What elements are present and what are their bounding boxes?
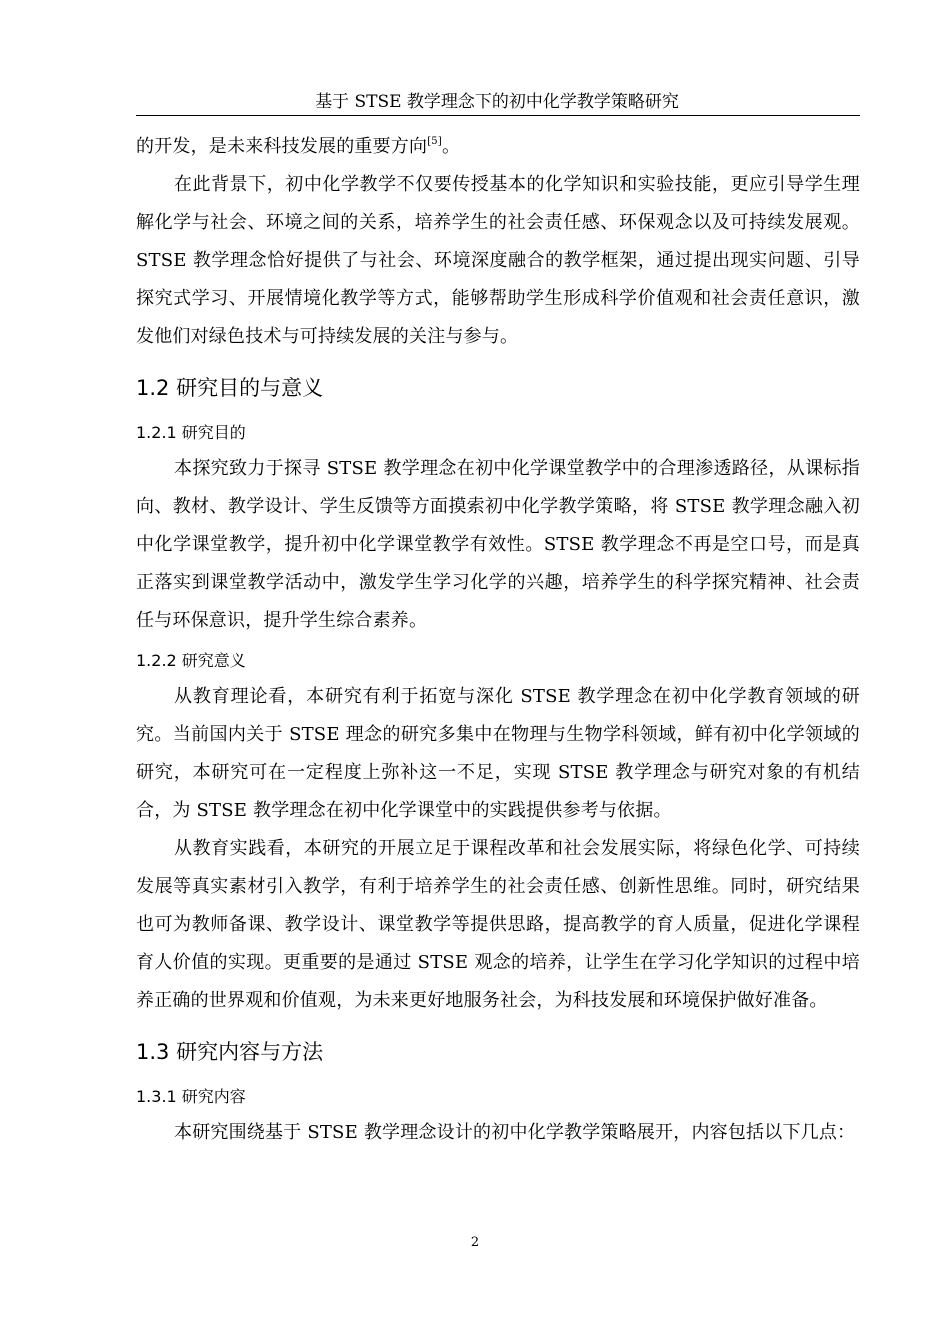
paragraph-continuation [136,128,860,166]
page-body [136,128,860,1152]
paragraph-theory-significance: 从教育理论看，本研究有利于拓宽与深化 STSE 教学理念在初中化学教育领域的研究。当前国内关于 STSE 理念的研究多集中在物理与生物学科领域，鲜有初中化学领域的研究，本研究可在一定程度上弥补这一不足，实现 STSE 教学理念与研究对象的有机结合，为 STSE 教学理念在初中化学课堂中的实践提供参考与依据。 [136,686,860,821]
header-rule [136,115,860,116]
citation-reference[interactable]: [5] [427,136,442,147]
paragraph-research-content: 本研究围绕基于 STSE 教学理念设计的初中化学教学策略展开，内容包括以下几点： [174,1122,856,1143]
subsection-heading-1-2-2: 1.2.2 研究意义 [136,651,246,670]
paragraph-research-purpose: 本探究致力于探寻 STSE 教学理念在初中化学课堂教学中的合理渗透路径，从课标指向、教材、教学设计、学生反馈等方面摸索初中化学教学策略，将 STSE 教学理念融入初中化学课堂教学，提升初中化学课堂教学有效性。STSE 教学理念不再是空口号，而是真正落实到课堂教学活动中，激发学生学习化学的兴趣，培养学生的科学探究精神、社会责任与环保意识，提升学生综合素养。 [136,458,860,631]
paragraph-end: 。 [441,136,461,157]
section-heading-1-3: 1.3 研究内容与方法 [136,1040,324,1064]
subsection-heading-1-3-1: 1.3.1 研究内容 [136,1087,246,1106]
paragraph-text: 的开发，是未来科技发展的重要方向 [136,136,428,157]
running-header: 基于 STSE 教学理念下的初中化学教学策略研究 [315,92,679,112]
page-number: 2 [470,1235,480,1250]
section-heading-1-2: 1.2 研究目的与意义 [136,376,324,400]
subsection-heading-1-2-1: 1.2.1 研究目的 [136,423,246,442]
paragraph-practice-significance: 从教育实践看，本研究的开展立足于课程改革和社会发展实际，将绿色化学、可持续发展等真实素材引入教学，有利于培养学生的社会责任感、创新性思维。同时，研究结果也可为教师备课、教学设计、课堂教学等提供思路，提高教学的育人质量，促进化学课程育人价值的实现。更重要的是通过 STSE 观念的培养，让学生在学习化学知识的过程中培养正确的世界观和价值观，为未来更好地服务社会，为科技发展和环境保护做好准备。 [136,838,860,1011]
paragraph-background: 在此背景下，初中化学教学不仅要传授基本的化学知识和实验技能，更应引导学生理解化学与社会、环境之间的关系，培养学生的社会责任感、环保观念以及可持续发展观。STSE 教学理念恰好提供了与社会、环境深度融合的教学框架，通过提出现实问题、引导探究式学习、开展情境化教学等方式，能够帮助学生形成科学价值观和社会责任意识，激发他们对绿色技术与可持续发展的关注与参与。 [136,174,860,347]
